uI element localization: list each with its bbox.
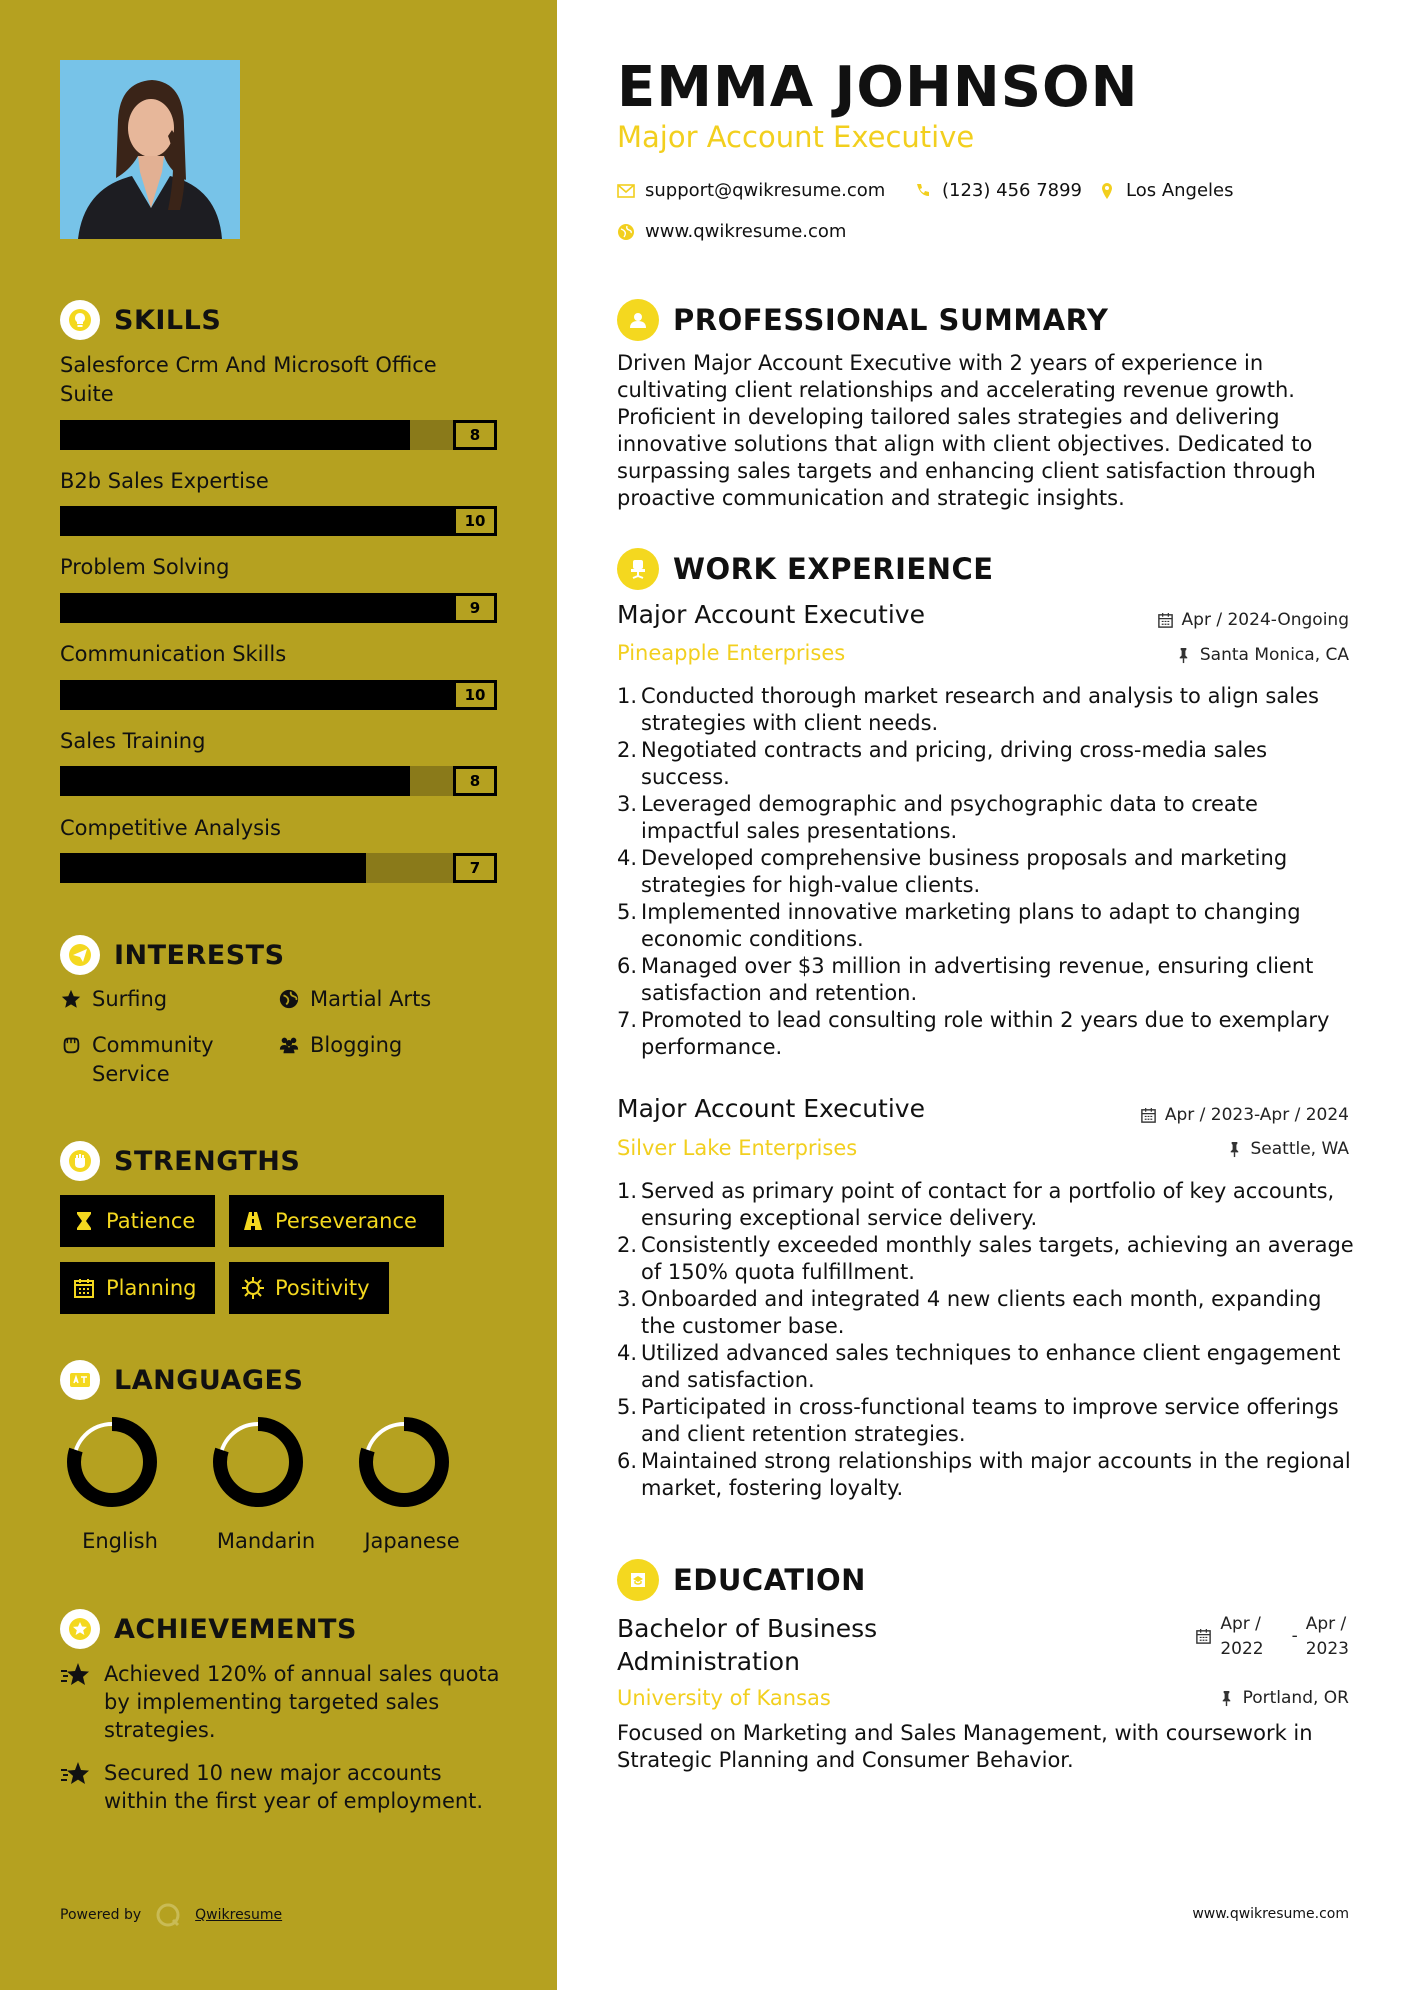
calendar-icon [1157,612,1174,629]
skill-bar-fill [60,420,410,450]
job-location: Seattle, WA [1226,1139,1350,1159]
user-icon [617,299,659,341]
sun-icon [241,1276,265,1300]
hand-icon [60,1034,82,1056]
skill-level: 8 [453,766,497,796]
skill-bar-fill [60,766,410,796]
skills-heading [60,300,221,340]
contact-website[interactable]: www.qwikresume.com [617,221,846,242]
contact-phone[interactable]: (123) 456 7899 [914,180,1082,201]
skill-level: 7 [453,853,497,883]
strength-badge: Patience [60,1195,215,1247]
map-pin-icon [1098,182,1116,200]
skill-bar-fill [60,853,366,883]
paper-plane-icon [60,935,100,975]
pushpin-icon [1175,647,1192,664]
strength-badge: Positivity [229,1262,389,1314]
phone-icon [914,182,932,200]
hourglass-icon [72,1209,96,1233]
star-icon [60,988,82,1010]
translate-icon [60,1360,100,1400]
strength-badge: Perseverance [229,1195,444,1247]
language-label: Mandarin [216,1529,316,1553]
language-label: English [82,1529,158,1553]
job-title: Major Account Executive [617,1094,925,1123]
achievements-title: ACHIEVEMENTS [114,1613,357,1645]
strength-badge: Planning [60,1262,215,1314]
profile-photo [60,60,240,239]
skill-name: Problem Solving [60,555,230,579]
graduation-icon [617,1559,659,1601]
job-company: Pineapple Enterprises [617,641,846,665]
job-dates: Apr / 2024-Ongoing [1157,610,1349,630]
contact-location: Los Angeles [1098,180,1234,201]
calendar-icon [1140,1107,1157,1124]
footer-url[interactable]: www.qwikresume.com [1192,1906,1349,1922]
list-item: 7. Promoted to lead consulting role within 2 years due to exemplary performance. [617,1008,1330,1059]
calendar-icon [1195,1628,1212,1645]
skill-bar [60,680,497,710]
envelope-icon [617,182,635,200]
skill-bar [60,420,497,450]
list-item: 2. Consistently exceeded monthly sales targets, achieving an average of 150% quota fulfillment. [617,1233,1354,1284]
achievement-item: Achieved 120% of annual sales quota by implementing targeted sales strategies. [60,1660,500,1744]
achievement-item: Secured 10 new major accounts within the first year of employment. [60,1759,500,1815]
interest-item: Surfing [60,985,167,1014]
school-name: University of Kansas [617,1686,831,1710]
globe-icon [278,988,300,1010]
skill-bar-fill [60,593,453,623]
languages-heading [60,1360,303,1400]
languages-title: LANGUAGES [114,1364,304,1396]
list-item: 6. Managed over $3 million in advertising revenue, ensuring client satisfaction and retention. [617,954,1314,1005]
skill-name: Salesforce Crm And Microsoft Office Suite [60,353,437,406]
list-item: 5. Implemented innovative marketing plans to adapt to changing economic conditions. [617,900,1301,951]
pushpin-icon [1218,1690,1235,1707]
skill-bar [60,593,497,623]
education-dates: Apr / 2022 - Apr / 2023 [1195,1612,1349,1662]
calendar-icon [72,1276,96,1300]
achievement-star-icon [60,1662,92,1690]
list-item: 5. Participated in cross-functional teams to improve service offerings and client retention strategies. [617,1395,1339,1446]
skill-bar-fill [60,680,453,710]
users-icon [278,1034,300,1056]
lightbulb-icon [60,300,100,340]
fist-icon [60,1141,100,1181]
skill-level: 10 [453,680,497,710]
globe-icon [617,223,635,241]
strengths-heading [60,1141,300,1181]
contact-email[interactable]: support@qwikresume.com [617,180,885,201]
list-item: 1. Conducted thorough market research and analysis to align sales strategies with client needs. [617,684,1319,735]
summary-heading: PROFESSIONAL SUMMARY [617,299,1108,341]
skill-bar [60,506,497,536]
office-chair-icon [617,548,659,590]
interests-title: INTERESTS [114,939,285,971]
education-description: Focused on Marketing and Sales Management, with coursework in Strategic Planning and Consumer Behavior. [617,1721,1313,1772]
language-label: Japanese [364,1529,460,1553]
achievements-heading [60,1609,357,1649]
skill-name: B2b Sales Expertise [60,469,269,493]
list-item: 3. Leveraged demographic and psychographic data to create impactful sales presentations. [617,792,1258,843]
interests-heading [60,935,285,975]
skill-name: Competitive Analysis [60,816,281,840]
qwikresume-link[interactable]: Qwikresume [195,1907,283,1923]
job-title: Major Account Executive [617,600,925,629]
job-responsibilities [617,1178,1362,1502]
interest-item: Martial Arts [278,985,431,1014]
skill-level: 8 [453,420,497,450]
list-item: 1. Served as primary point of contact for a portfolio of key accounts, ensuring exceptional service delivery. [617,1179,1335,1230]
summary-text: Driven Major Account Executive with 2 years of experience in cultivating client relationships and accelerating revenue growth. Proficient in developing tailored sales strategies and delivering innovative solutions that align with client objectives. Dedicated to surpassing sales targets and enhancing client satisfaction through proactive communication and strategic insights. [617,351,1316,510]
skill-bar [60,853,497,883]
interest-item: Blogging [278,1031,402,1060]
skill-bar-fill [60,506,453,536]
strengths-title: STRENGTHS [114,1145,301,1177]
achievement-star-icon [60,1761,92,1789]
sidebar [0,0,557,1990]
education-heading: EDUCATION [617,1559,866,1601]
job-dates: Apr / 2023-Apr / 2024 [1140,1105,1349,1125]
pushpin-icon [1226,1141,1243,1158]
road-icon [241,1209,265,1233]
skills-title: SKILLS [114,304,222,336]
qwikresume-logo-icon [155,1902,181,1928]
language-ring [210,1414,306,1510]
education-location: Portland, OR [1218,1688,1349,1708]
skill-level: 10 [453,506,497,536]
interest-item: Community Service [60,1031,260,1089]
language-ring [64,1414,160,1510]
candidate-name: EMMA JOHNSON [617,55,1139,120]
list-item: 4. Developed comprehensive business proposals and marketing strategies for high-value clients. [617,846,1288,897]
job-company: Silver Lake Enterprises [617,1136,858,1160]
experience-heading: WORK EXPERIENCE [617,548,994,590]
list-item: 4. Utilized advanced sales techniques to enhance client engagement and satisfaction. [617,1341,1341,1392]
powered-by: Powered by Qwikresume [60,1902,282,1928]
job-location: Santa Monica, CA [1175,645,1349,665]
degree-title: Bachelor of Business Administration [617,1614,878,1676]
list-item: 3. Onboarded and integrated 4 new clients each month, expanding the customer base. [617,1287,1322,1338]
candidate-role: Major Account Executive [617,120,975,154]
list-item: 2. Negotiated contracts and pricing, driving cross-media sales success. [617,738,1268,789]
list-item: 6. Maintained strong relationships with major accounts in the regional market, fostering loyalty. [617,1449,1351,1500]
skill-level: 9 [453,593,497,623]
job-responsibilities [617,683,1362,1061]
skill-name: Sales Training [60,729,206,753]
language-ring [356,1414,452,1510]
skill-name: Communication Skills [60,642,287,666]
skill-bar [60,766,497,796]
star-badge-icon [60,1609,100,1649]
